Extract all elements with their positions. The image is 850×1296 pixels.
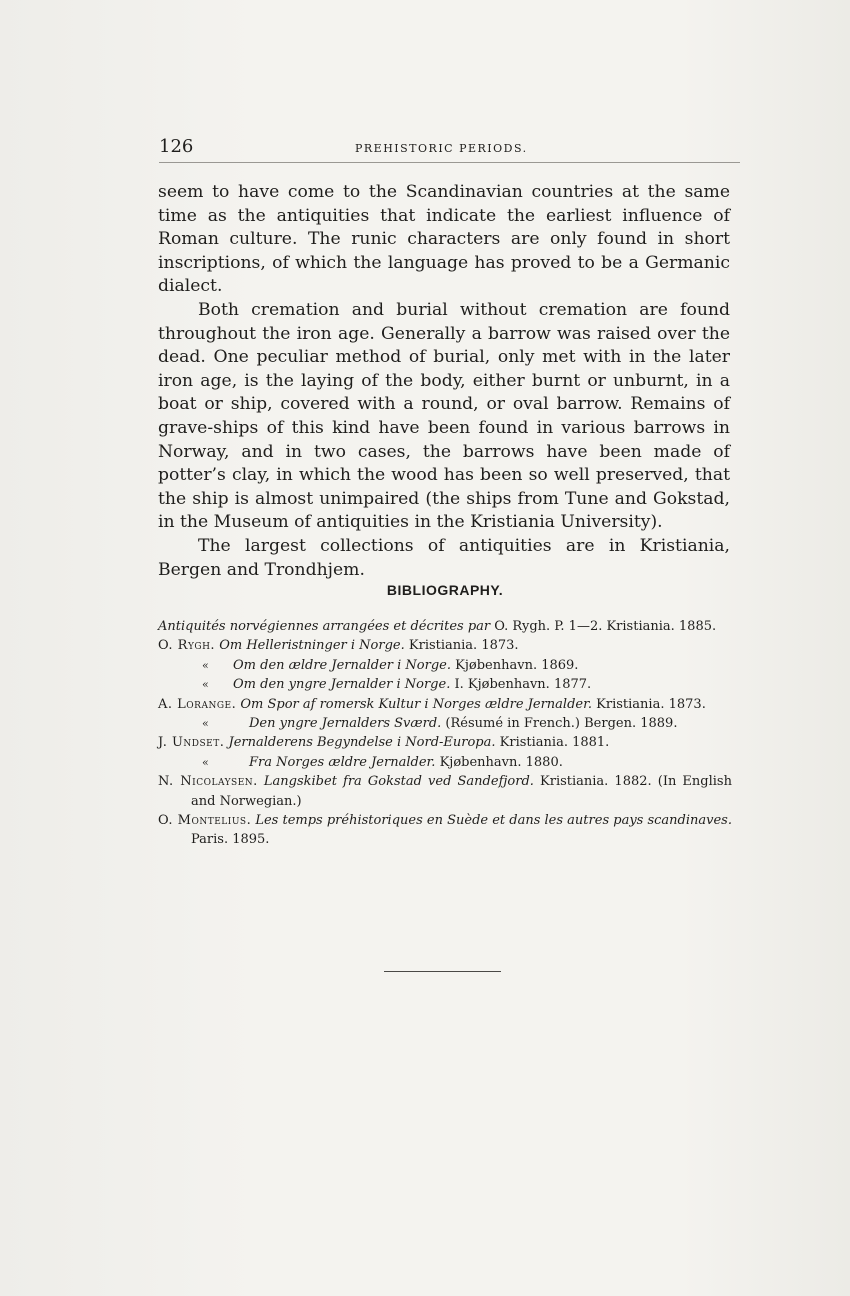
entry-author: A. Lorange. <box>158 696 237 712</box>
entry-details: Kristiania. 1873. <box>408 638 519 654</box>
bibliography-entry <box>158 811 732 850</box>
paragraph-3: The largest collections of antiquities are in Kristiania, Bergen and Trondhjem. <box>158 535 730 580</box>
entry-title: Fra Norges ældre Jernalder. <box>249 754 436 770</box>
paragraph-1: seem to have come to the Scandinavian countries at the same time as the antiquities that indicate the earliest influence of Roman culture. The runic characters are only found in short inscriptions, of which the language has proved to be a Germanic dialect. <box>158 182 730 297</box>
bibliography-entry <box>158 733 732 752</box>
bibliography-entry <box>158 636 732 655</box>
bibliography-entry <box>158 695 732 714</box>
bibliography-entry <box>158 753 732 772</box>
ditto-mark: « <box>202 658 209 672</box>
entry-details: Kristiania. 1873. <box>596 696 706 712</box>
bibliography-entry <box>158 772 732 811</box>
entry-details: O. Rygh. P. 1—2. Kristiania. 1885. <box>494 619 717 634</box>
bibliography-heading: BIBLIOGRAPHY. <box>386 582 504 598</box>
running-title: PREHISTORIC PERIODS. <box>355 142 528 155</box>
entry-details: Kristiania. 1881. <box>499 735 610 751</box>
entry-title: Les temps préhistoriques en Suède et dans les autres pays scandinaves. <box>255 813 732 829</box>
entry-title: Langskibet fra Gokstad ved Sandefjord. <box>263 774 534 790</box>
page-number: 126 <box>159 136 194 157</box>
entry-details: Kjøbenhavn. 1869. <box>455 657 579 673</box>
bibliography-entry <box>158 617 732 636</box>
body-text <box>158 181 730 582</box>
entry-title: Om den ældre Jernalder i Norge. <box>233 657 451 673</box>
bibliography-list <box>158 617 732 850</box>
entry-title: Om Spor af romersk Kultur i Norges ældre Jernalder. <box>240 696 593 712</box>
entry-author: N. Nicolaysen. <box>158 774 258 790</box>
entry-title: Om Helleristninger i Norge. <box>219 638 405 654</box>
entry-author: O. Rygh. <box>158 638 216 654</box>
end-rule <box>384 971 501 972</box>
bibliography-entry <box>158 714 732 733</box>
entry-details: Paris. 1895. <box>191 832 270 848</box>
entry-details: I. Kjøbenhavn. 1877. <box>454 677 592 693</box>
entry-author: O. Montelius. <box>158 813 252 829</box>
ditto-mark: « <box>202 755 209 769</box>
entry-details: Kristiania. 1882. (In English and Norwegian.) <box>191 774 732 809</box>
entry-title: Om den yngre Jernalder i Norge. <box>233 677 451 693</box>
paragraph-2: Both cremation and burial without cremation are found throughout the iron age. Generally a barrow was raised over the dead. One peculiar method of burial, only met with in the later iron age, is the laying of the body, either burnt or unburnt, in a boat or ship, covered with a round, or oval barrow. Remains of grave-ships of this kind have been found in various barrows in Norway, and in two cases, the barrows have been made of potter’s clay, in which the wood has been so well preserved, that the ship is almost unimpaired (the ships from Tune and Gokstad, in the Museum of antiquities in the Kristiania University). <box>158 299 730 533</box>
entry-author: J. Undset. <box>158 735 225 751</box>
entry-title: Antiquités norvégiennes arrangées et décrites par <box>158 619 491 634</box>
ditto-mark: « <box>202 678 209 692</box>
bibliography-entry <box>158 675 732 694</box>
page-header <box>159 134 740 163</box>
entry-title: Jernalderens Begyndelse i Nord-Europa. <box>228 735 496 751</box>
entry-details: Kjøbenhavn. 1880. <box>439 754 563 770</box>
ditto-mark: « <box>202 717 209 731</box>
entry-title: Den yngre Jernalders Sværd. <box>249 716 442 732</box>
entry-details: (Résumé in French.) Bergen. 1889. <box>445 716 678 732</box>
bibliography-entry <box>158 656 732 675</box>
